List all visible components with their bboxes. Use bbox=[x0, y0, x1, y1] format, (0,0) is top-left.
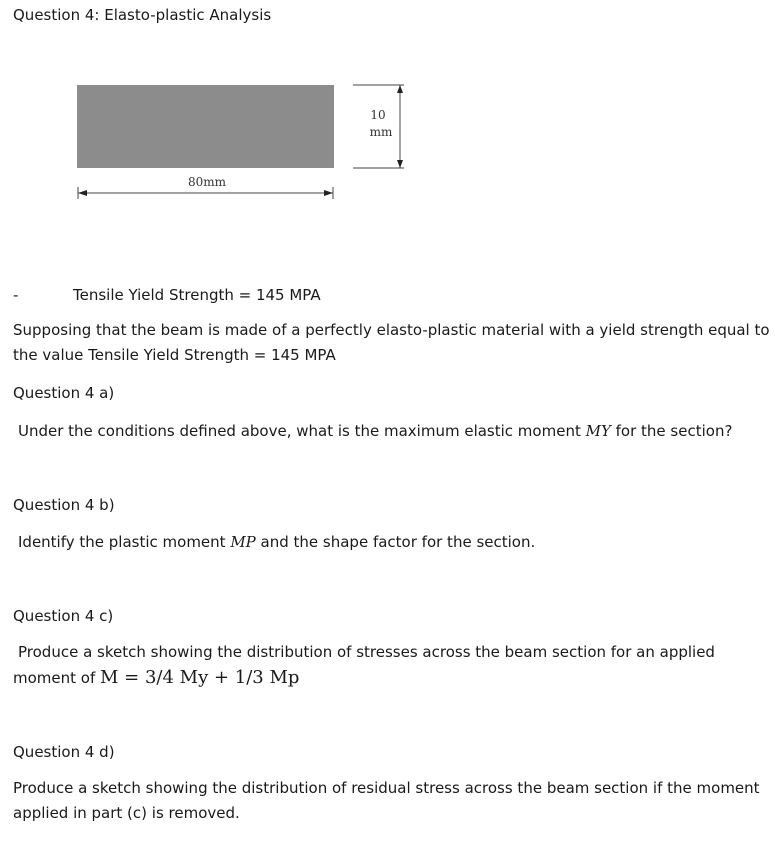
q4b-heading: Question 4 b) bbox=[13, 496, 115, 514]
q4c-heading: Question 4 c) bbox=[13, 607, 114, 625]
q4c-formula: M = 3/4 My + 1/3 Mp bbox=[100, 667, 300, 688]
width-arrow-right bbox=[324, 190, 333, 196]
q4c-line-2 bbox=[13, 665, 299, 691]
q4b-text-before: Identify the plastic moment bbox=[18, 533, 231, 551]
q4c-line-2-prefix: moment of bbox=[13, 669, 101, 687]
q4a-heading: Question 4 a) bbox=[13, 384, 115, 402]
q4a-text-before: Under the conditions defined above, what is the maximum elastic moment bbox=[18, 422, 586, 440]
intro-line-1: Supposing that the beam is made of a perfectly elasto-plastic material with a yield strength equal to bbox=[13, 321, 770, 339]
q4d-line-1: Produce a sketch showing the distribution of residual stress across the beam section if the moment bbox=[13, 779, 760, 797]
document-title: Question 4: Elasto-plastic Analysis bbox=[13, 6, 272, 24]
intro-line-2: the value Tensile Yield Strength = 145 MPA bbox=[13, 346, 336, 364]
width-label: 80mm bbox=[187, 175, 227, 189]
q4c-line-1: Produce a sketch showing the distribution of stresses across the beam section for an applied bbox=[18, 643, 715, 661]
q4a-text-after: for the section? bbox=[610, 422, 733, 440]
beam-section-rect bbox=[77, 85, 334, 168]
q4b-symbol: MP bbox=[230, 533, 256, 551]
bullet-dash: - bbox=[13, 286, 19, 304]
q4a-symbol: MY bbox=[585, 422, 611, 440]
height-arrow-up bbox=[397, 85, 403, 93]
width-arrow-left bbox=[78, 190, 87, 196]
q4b-text bbox=[18, 530, 535, 555]
bullet-text: Tensile Yield Strength = 145 MPA bbox=[73, 286, 321, 304]
q4a-text bbox=[18, 419, 732, 444]
height-label-value: 10 bbox=[370, 108, 386, 122]
q4b-text-after: and the shape factor for the section. bbox=[255, 533, 536, 551]
q4d-heading: Question 4 d) bbox=[13, 743, 115, 761]
height-arrow-down bbox=[397, 160, 403, 168]
beam-section-figure bbox=[0, 0, 775, 260]
q4d-line-2: applied in part (c) is removed. bbox=[13, 804, 240, 822]
height-label-unit: mm bbox=[369, 125, 393, 139]
